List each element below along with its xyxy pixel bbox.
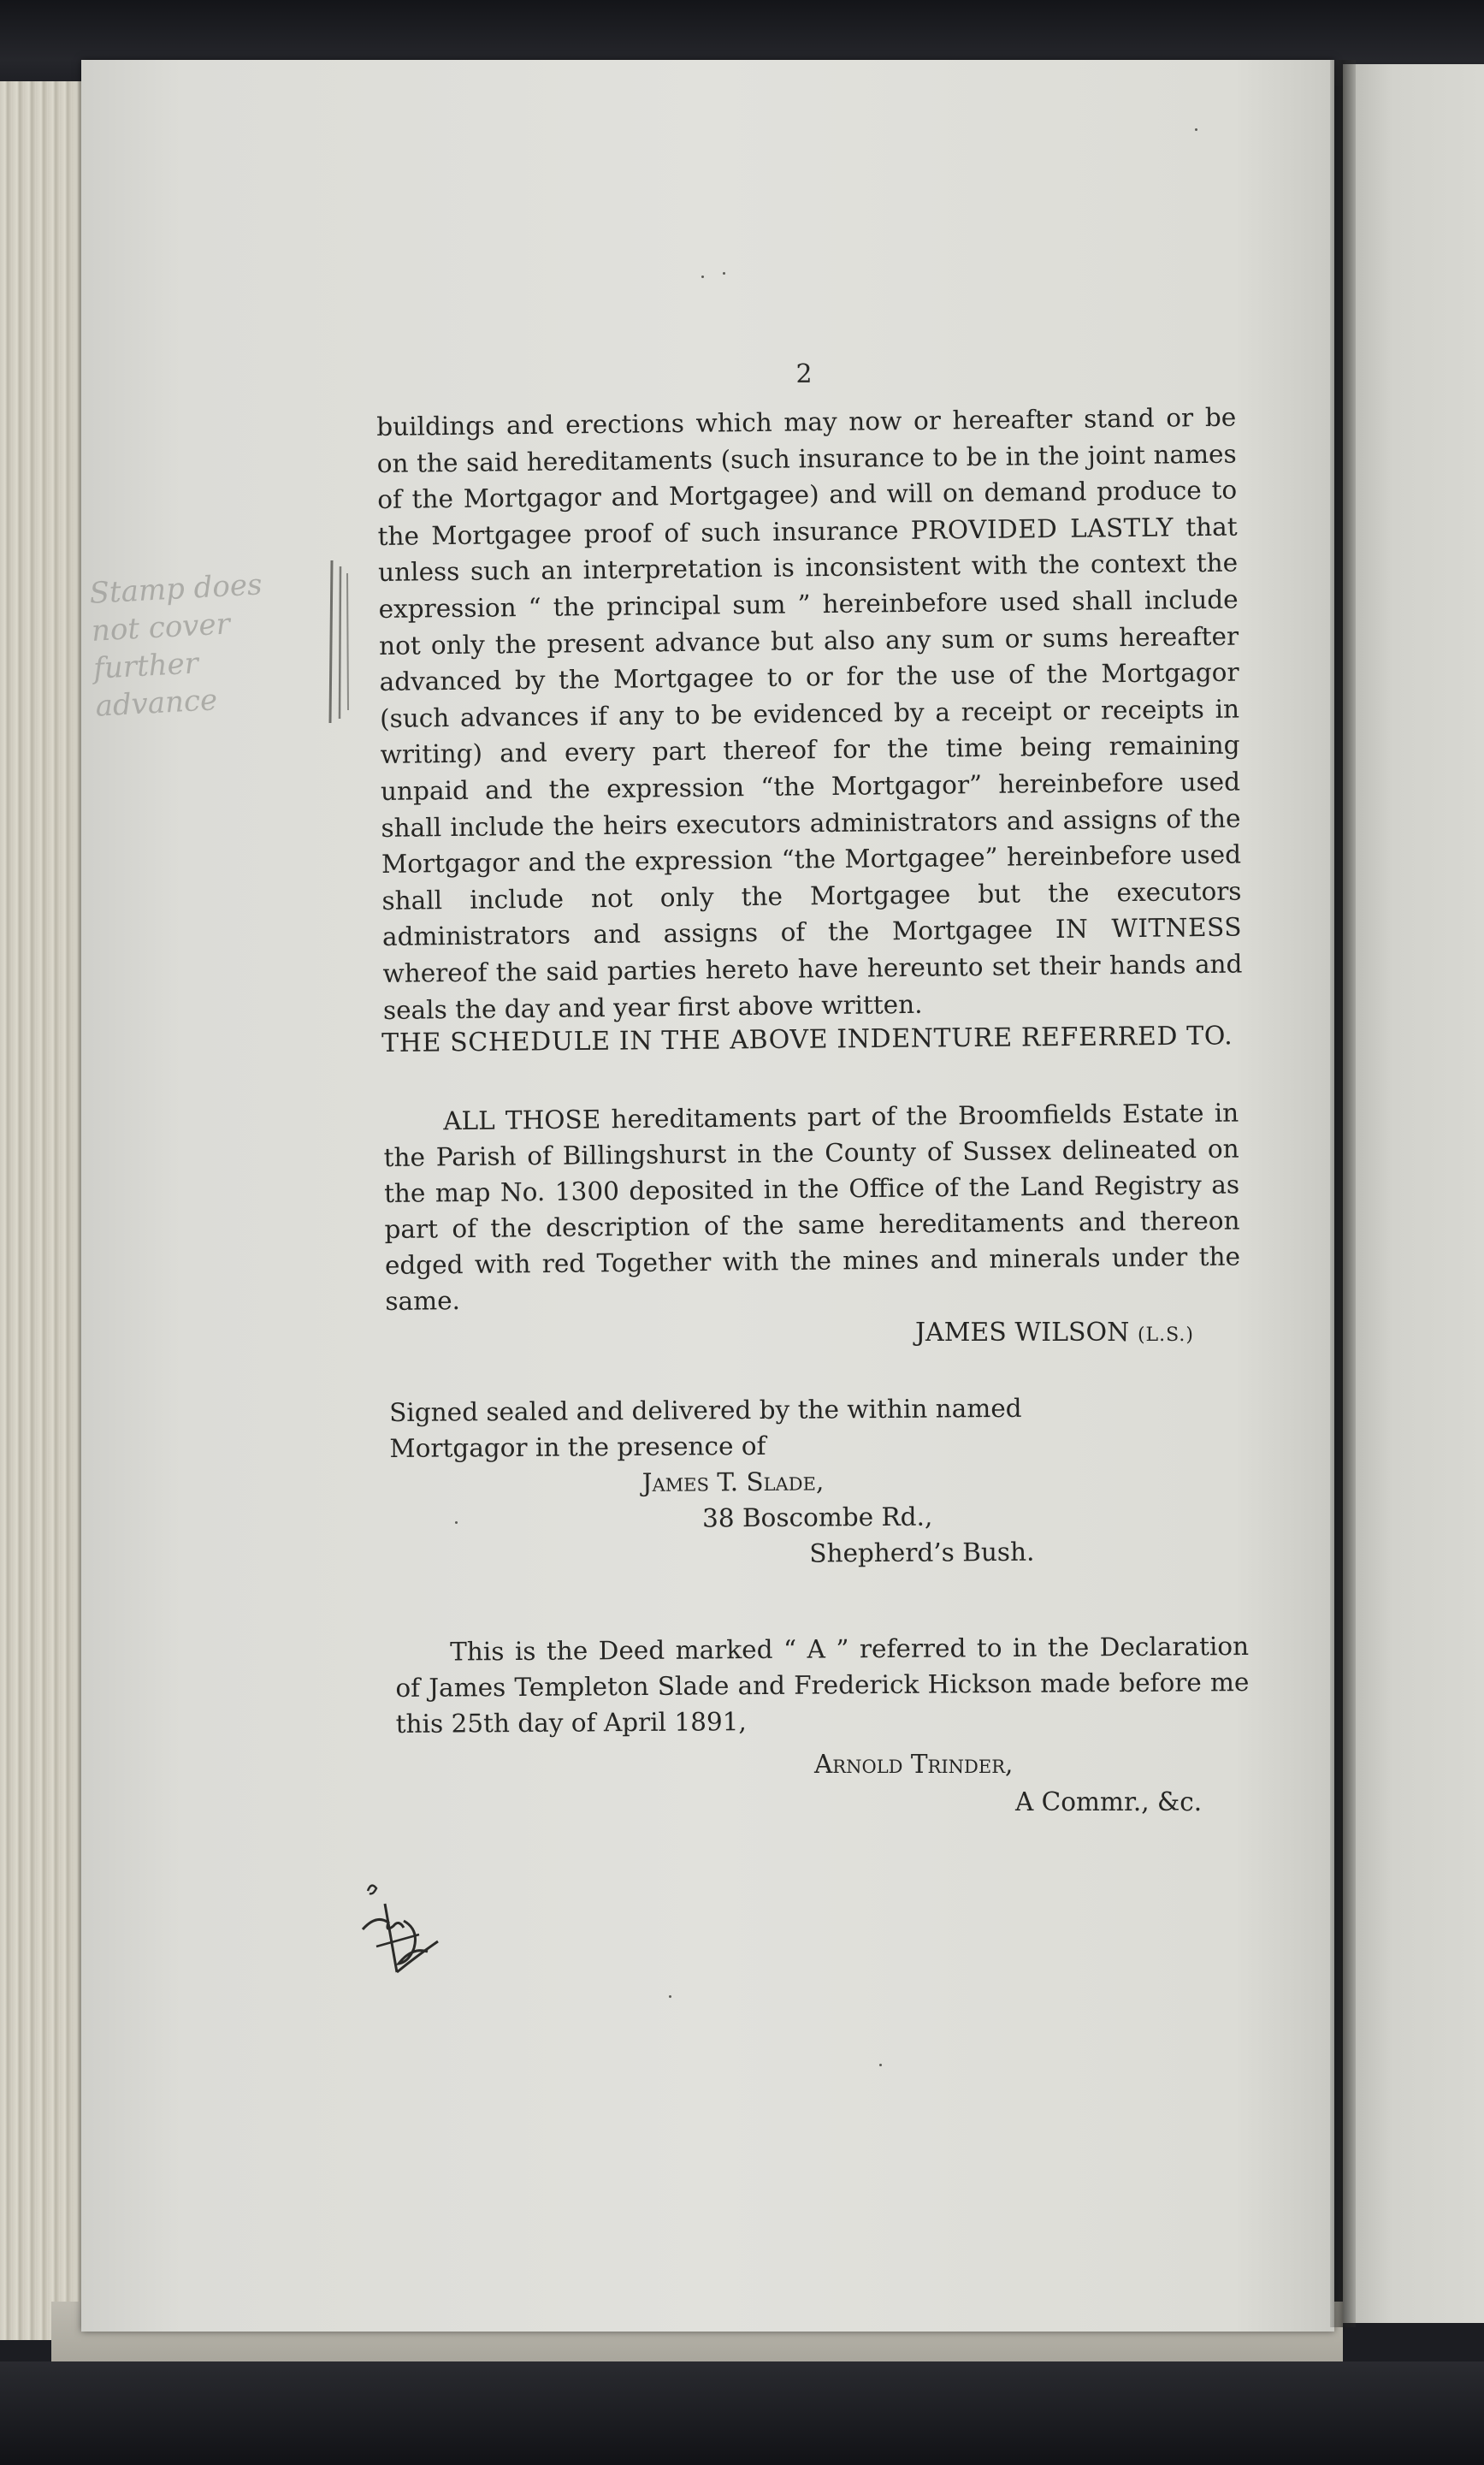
in-witness-heading: IN WITNESS — [1055, 912, 1243, 945]
margin-note-line-3: further — [92, 646, 199, 686]
provided-lastly-heading: PROVIDED LASTLY — [910, 513, 1174, 545]
seal-mark: (L.S.) — [1137, 1324, 1195, 1346]
ink-initials-mark — [359, 1878, 445, 1989]
schedule-heading: THE SCHEDULE IN THE ABOVE INDENTURE REFERRED TO. — [381, 1021, 1233, 1058]
paper-speck — [701, 276, 704, 278]
page-number: 2 — [795, 359, 813, 389]
signatory-name: JAMES WILSON — [915, 1318, 1130, 1348]
witness-name: James T. Slade, — [641, 1467, 825, 1497]
facing-page — [1343, 64, 1484, 2323]
paper-speck — [1195, 128, 1197, 131]
attestation-line-1: Signed sealed and delivered by the within named — [389, 1393, 1022, 1427]
deed-body-paragraph — [376, 400, 1243, 1028]
body-text-after: whereof the said parties hereto have hereunto set their hands and seals the day and year first above written. — [382, 949, 1243, 1025]
paper-speck — [455, 1521, 458, 1524]
margin-note-line-2: not cover — [90, 607, 231, 649]
signatory — [915, 1318, 1257, 1348]
page-gutter-shadow — [1330, 60, 1356, 2327]
margin-note-line-1: Stamp does — [88, 567, 263, 611]
pencil-margin-bracket — [325, 556, 359, 727]
witness-address-line-1: 38 Boscombe Rd., — [701, 1502, 933, 1533]
paper-speck — [879, 2064, 882, 2066]
declaration-paragraph: This is the Deed marked “ A ” referred to in the Declaration of James Templeton Slade and Frederick Hickson made before me this 25th day of April 1891, — [395, 1632, 1250, 1739]
body-text-before: buildings and erections which may now or hereafter stand or be on the said hereditaments (such insurance to be in the joint names of the Mortgagor and Mortgagee) and will on demand produce to the Mortgagee proof of such insurance — [376, 402, 1238, 551]
attestation-block — [389, 1390, 1040, 1574]
book-binding-bottom — [0, 2361, 1484, 2465]
commissioner-name: Arnold Trinder, — [814, 1750, 1014, 1779]
paper-speck — [669, 1995, 671, 1998]
commissioner-title: A Commr., &c. — [1015, 1787, 1203, 1816]
schedule-paragraph — [383, 1095, 1241, 1319]
schedule-lead: ALL THOSE — [443, 1105, 601, 1136]
attestation-line-2: Mortgagor in the presence of — [389, 1431, 766, 1463]
margin-note-line-4: advance — [94, 683, 219, 724]
schedule-body: hereditaments part of the Broomfields Estate in the Parish of Billingshurst in the County of Sussex delineated on the map No. 1300 deposited in the Office of the Land Registry as part of the description of the same hereditaments and thereon edged with red Together with the mines and minerals under the same. — [383, 1098, 1241, 1316]
pencil-margin-note — [89, 563, 319, 725]
commissioner-block — [814, 1745, 1259, 1821]
paper-speck — [723, 272, 725, 275]
witness-address-line-2: Shepherd’s Bush. — [809, 1537, 1035, 1568]
body-text-middle: that unless such an interpretation is inconsistent with the context the expression “ the principal sum ” hereinbefore used shall include not only the present advance but also any sum or sums hereafter advanced by the Mortgagee to or for the use of the Mortgagor (such advances if any to be evidenced by a receipt or receipts in writing) and every part thereof for the time being remaining unpaid and the expression “the Mortgagor” hereinbefore used shall include the heirs executors administrators and assigns of the Mortgagor and the expression “the Mortgagee” hereinbefore used shall include not only the Mortgagee but the executors administrators and assigns of the Mortgagee — [377, 512, 1242, 952]
